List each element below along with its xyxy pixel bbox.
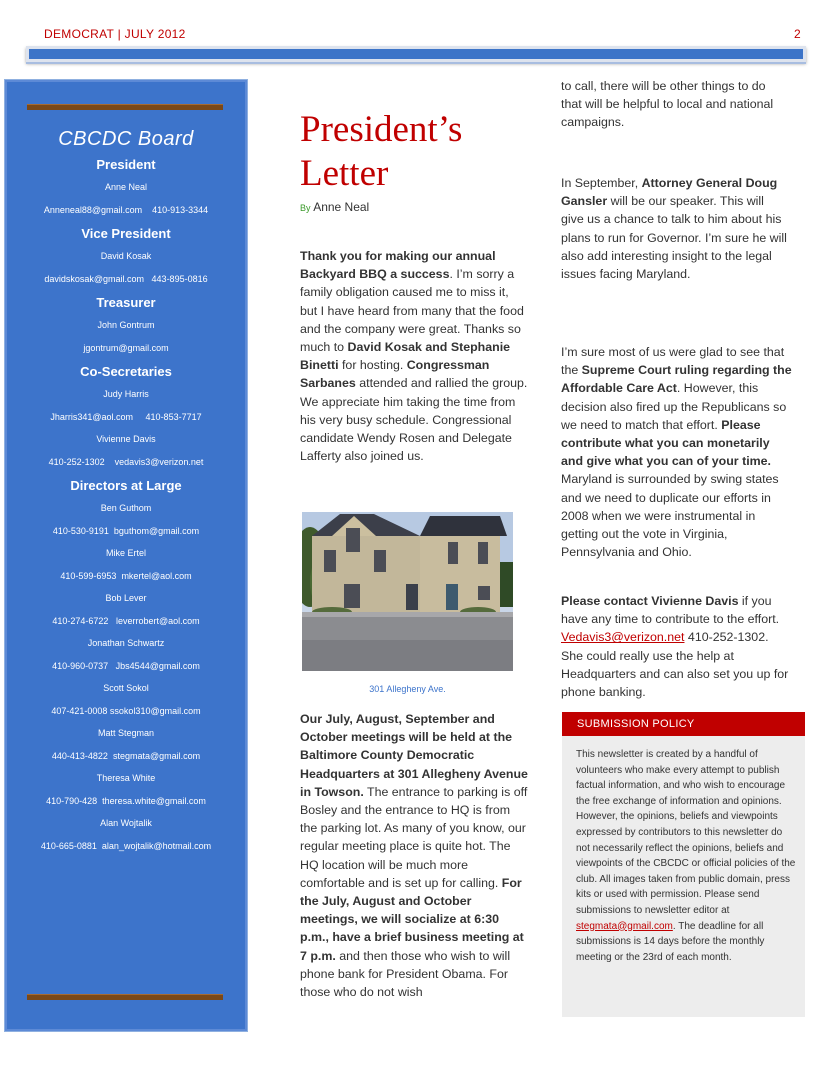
board-role-heading: President <box>96 157 156 172</box>
board-member-line: 410-790-428 theresa.white@gmail.com <box>46 795 206 806</box>
p1-bold-2: David Kosak and Stephanie Binetti <box>300 340 511 373</box>
c3-p2-text-3: Maryland is surrounded by swing states and we need to duplicate our efforts in 2008 when we were instrumental in getting out the vote in Virginia, Pennsylvania and Ohio. <box>561 472 779 560</box>
sidebar-top-rule <box>27 104 223 110</box>
board-member-line: Bob Lever <box>105 593 147 603</box>
board-role-heading: Co-Secretaries <box>80 364 172 379</box>
submission-policy-box <box>562 736 805 1017</box>
p1-text-3: attended and rallied the group. We appreciate him taking the time from his very busy schedule. Congressional candidate Wendy Rosen and Delegate Lafferty also joined us. <box>300 376 528 464</box>
article-paragraph-6 <box>561 592 793 701</box>
board-role-heading: Directors at Large <box>70 478 182 493</box>
c3-p1-text-1: In September, <box>561 176 642 190</box>
board-member-line: Scott Sokol <box>103 683 149 693</box>
c3-p3-text-2: 410-252-1302. She could really use the help at Headquarters and can also set you up for phone banking. <box>561 630 789 700</box>
byline-author: Anne Neal <box>313 200 370 214</box>
submission-policy-heading <box>562 712 805 736</box>
board-member-line: davidskosak@gmail.com 443-895-0816 <box>44 273 208 284</box>
sp-text-2: . The deadline for all submissions is 14 days before the monthly meeting or the 23rd of each month. <box>576 920 765 963</box>
board-member-line: 440-413-4822 stegmata@gmail.com <box>51 750 201 761</box>
board-member-line: Judy Harris <box>103 389 149 399</box>
building-photo-drawing <box>302 512 513 671</box>
c3-p1-bold-1: Attorney General Doug Gansler <box>561 176 778 209</box>
board-member-line: Alan Wojtalik <box>100 818 152 828</box>
c3-p2-bold-1: Supreme Court ruling regarding the Affordable Care Act <box>561 363 792 396</box>
vivienne-email-link[interactable]: Vedavis3@verizon.net <box>561 630 685 645</box>
c3-p2-text-2: . However, this decision also fired up the Republicans so we need to match that effort. <box>561 381 787 432</box>
board-member-line: Anneneal88@gmail.com 410-913-3344 <box>43 204 209 215</box>
board-member-line: Vivienne Davis <box>96 434 156 444</box>
article-title-line1: President’s <box>300 109 463 150</box>
building-photo <box>302 512 513 671</box>
board-role-heading: Vice President <box>81 226 171 241</box>
board-member-line: 410-599-6953 mkertel@aol.com <box>60 570 192 581</box>
board-member-line: John Gontrum <box>97 320 155 330</box>
sp-text-1: This newsletter is created by a handful of volunteers who make every attempt to publish factual information, and who wish to encourage the free exchange of information and opinions. However, the opinions, beliefs and viewpoints expressed by contributors to this newsletter do not necessarily reflect the opinions, beliefs and viewpoints of the CBCDC or official policies of the club. All images taken from public domain, press kits or used with permission. Please send submissions to newsletter editor at <box>576 749 796 916</box>
article-paragraph-5 <box>561 343 793 561</box>
byline <box>300 200 369 214</box>
c3-p2-text-1: I’m sure most of us were glad to see that the <box>561 345 785 378</box>
board-member-line: 410-530-9191 bguthom@gmail.com <box>52 525 200 536</box>
sidebar-title: CBCDC Board <box>58 128 194 150</box>
submission-policy-heading-text: SUBMISSION POLICY <box>577 718 695 730</box>
c3-p1-text-2: will be our speaker. This will give us a chance to talk to him about his plans to run for Governor. I’m sure he will also add interesting insight to the legal issues facing Maryland. <box>561 194 787 282</box>
p1-bold-1: Thank you for making our annual Backyard BBQ a success <box>300 249 496 282</box>
board-member-line: Jonathan Schwartz <box>87 638 165 648</box>
board-role-heading: Treasurer <box>96 295 156 310</box>
article-paragraph-1 <box>300 247 528 465</box>
header-bar <box>26 46 806 62</box>
board-member-line: jgontrum@gmail.com <box>83 342 169 353</box>
board-member-line: 410-252-1302 vedavis3@verizon.net <box>48 456 204 467</box>
p1-text-1: . I’m sorry a family obligation caused me to miss it, but I have heard from many that the food and the company were great. Thanks so much to <box>300 267 524 355</box>
submission-policy-text <box>576 747 796 965</box>
board-member-line: Ben Guthom <box>100 503 152 513</box>
article-paragraph-2 <box>300 710 530 1001</box>
board-list <box>5 128 247 857</box>
board-member-line: 407-421-0008 ssokol310@gmail.com <box>51 705 201 716</box>
board-member-line: Anne Neal <box>104 182 148 192</box>
p1-bold-3: Congressman Sarbanes <box>300 358 490 391</box>
p1-text-2: for hosting. <box>338 358 407 373</box>
p2-text-1: The entrance to parking is off Bosley and the entrance to HQ is from the parking lot. As many of you know, our regular meeting place is quite hot. The HQ location will be much more comfortable and is set up for calling. <box>300 784 528 890</box>
byline-by: By <box>300 203 311 213</box>
article-paragraph-3 <box>561 77 789 132</box>
board-member-line: Theresa White <box>96 773 156 783</box>
c3-p3-text-1: if you have any time to contribute to the effort. <box>561 594 780 627</box>
c3-p2-bold-2: Please contribute what you can monetarily and give what you can of your time. <box>561 417 771 469</box>
p2-text-2: and then those who wish to will phone bank for President Obama. For those who do not wish <box>300 948 511 1000</box>
board-member-line: 410-665-0881 alan_wojtalik@hotmail.com <box>40 840 212 851</box>
board-member-line: 410-274-6722 leverrobert@aol.com <box>52 615 200 626</box>
newsletter-running-header: DEMOCRAT | JULY 2012 <box>44 27 186 41</box>
p2-bold-2: For the July, August and October meetings, we will socialize at 6:30 p.m., have a brief business meeting at 7 p.m. <box>300 875 524 963</box>
sidebar-bottom-rule <box>27 994 223 1000</box>
board-sidebar <box>4 79 248 1032</box>
article-paragraph-4 <box>561 174 789 283</box>
board-member-line: Mike Ertel <box>105 548 146 558</box>
page-number: 2 <box>794 27 801 41</box>
article-title-line2: Letter <box>300 153 389 194</box>
photo-caption: 301 Allegheny Ave. <box>369 684 446 694</box>
c3-p0: to call, there will be other things to do that will be helpful to local and national campaigns. <box>561 79 774 130</box>
c3-p3-bold-1: Please contact Vivienne Davis <box>561 594 739 608</box>
board-member-line: Jharris341@aol.com 410-853-7717 <box>50 411 202 422</box>
board-member-line: David Kosak <box>100 251 152 261</box>
board-member-line: Matt Stegman <box>97 728 155 738</box>
editor-email-link[interactable]: stegmata@gmail.com <box>576 920 673 932</box>
board-member-line: 410-960-0737 Jbs4544@gmail.com <box>52 660 200 671</box>
p2-bold-1: Our July, August, September and October meetings will be held at the Baltimore County Democratic Headquarters at 301 Allegheny Avenue in Towson. <box>300 712 528 799</box>
article-title <box>300 108 462 196</box>
